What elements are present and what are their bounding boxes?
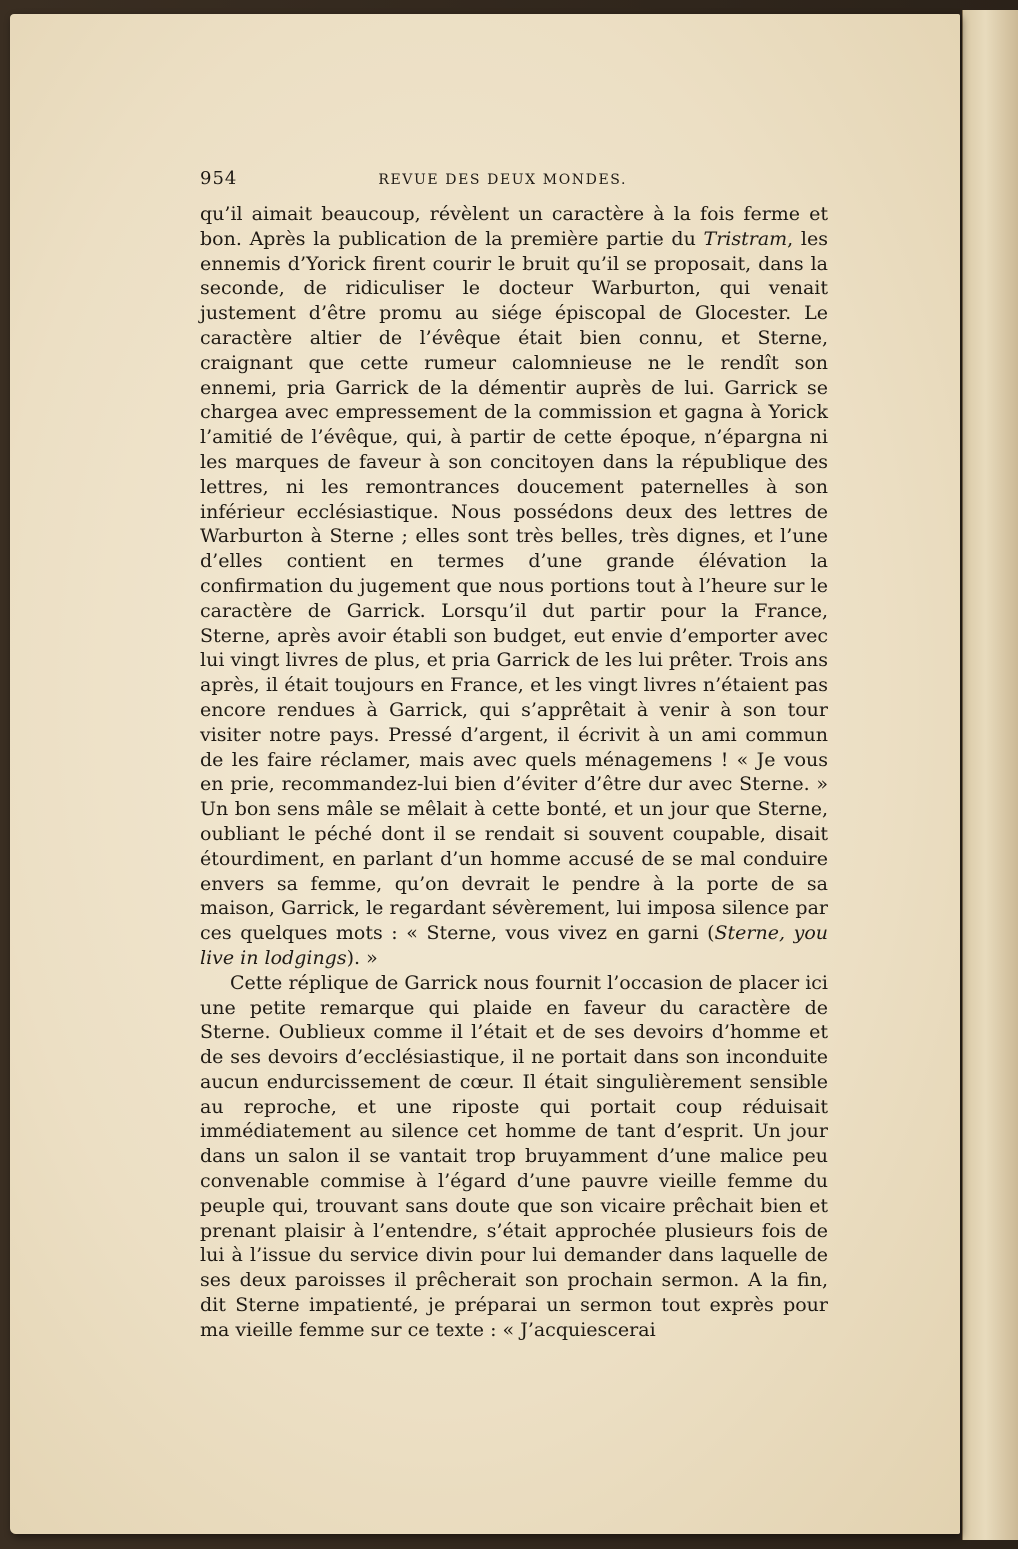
- page-text-block: [200, 168, 828, 1343]
- paragraph-1-text-before: qu’il aimait beaucoup, révèlent un caractère à la fois ferme et bon. Après la publication de la première partie du: [200, 203, 828, 250]
- page-number: 954: [200, 168, 238, 189]
- adjacent-page-edge: [962, 10, 1018, 1540]
- paragraph-2: Cette réplique de Garrick nous fournit l’occasion de placer ici une petite remarque qui plaide en faveur du caractère de Sterne. Oublieux comme il l’était et de ses devoirs d’homme et de ses devoirs d’ecclésiastique, il ne portait dans son inconduite aucun endurcissement de cœur. Il était singulièrement sensible au reproche, et une riposte qui portait coup réduisait immédiatement au silence cet homme de tant d’esprit. Un jour dans un salon il se vantait trop bruyamment d’une malice peu convenable commise à l’égard d’une pauvre vieille femme du peuple qui, trouvant sans doute que son vicaire prêchait bien et prenant plaisir à l’entendre, s’était approchée plusieurs fois de lui à l’issue du service divin pour lui demander dans laquelle de ses deux paroisses il prêcherait son prochain sermon. A la fin, dit Sterne impatienté, je préparai un sermon tout exprès pour ma vieille femme sur ce texte : « J’acquiescerai: [200, 971, 828, 1341]
- running-head: [200, 168, 828, 198]
- paragraph-1-text-after: ). »: [346, 946, 378, 969]
- paragraph-1-italic-title: Tristram: [703, 227, 788, 250]
- journal-title: REVUE DES DEUX MONDES.: [378, 172, 628, 188]
- paragraph-1-italic-quote: Sterne, you live in lodgings: [200, 922, 829, 969]
- paragraph-1: [200, 202, 828, 971]
- paragraph-1-text-middle: , les ennemis d’Yorick firent courir le bruit qu’il se proposait, dans la seconde, de ridiculiser le docteur Warburton, qui venait justement d’être promu au siége épiscopal de Glocester. Le caractère altier de l’évêque était bien connu, et Sterne, craignant que cette rumeur calomnieuse ne le rendît son ennemi, pria Garrick de la démentir auprès de lui. Garrick se chargea avec empressement de la commission et gagna à Yorick l’amitié de l’évêque, qui, à partir de cette époque, n’épargna ni les marques de faveur à son concitoyen dans la république des lettres, ni les remontrances doucement paternelles à son inférieur ecclésiastique. Nous possédons deux des lettres de Warburton à Sterne ; elles sont très belles, très dignes, et l’une d’elles contient en termes d’une grande élévation la confirmation du jugement que nous portions tout à l’heure sur le caractère de Garrick. Lorsqu’il dut partir pour la France, Sterne, après avoir établi son budget, eut envie d’emporter avec lui vingt livres de plus, et pria Garrick de les lui prêter. Trois ans après, il était toujours en France, et les vingt livres n’étaient pas encore rendues à Garrick, qui s’apprêtait à venir à son tour visiter notre pays. Pressé d’argent, il écrivit à un ami commun de les faire réclamer, mais avec quels ménagemens ! « Je vous en prie, recommandez-lui bien d’éviter d’être dur avec Sterne. » Un bon sens mâle se mêlait à cette bonté, et un jour que Sterne, oubliant le péché dont il se rendait si souvent coupable, disait étourdiment, en parlant d’un homme accusé de se mal conduire envers sa femme, qu’on devrait le pendre à la porte de sa maison, Garrick, le regardant sévèrement, lui imposa silence par ces quelques mots : « Sterne, vous vivez en garni (: [200, 227, 828, 945]
